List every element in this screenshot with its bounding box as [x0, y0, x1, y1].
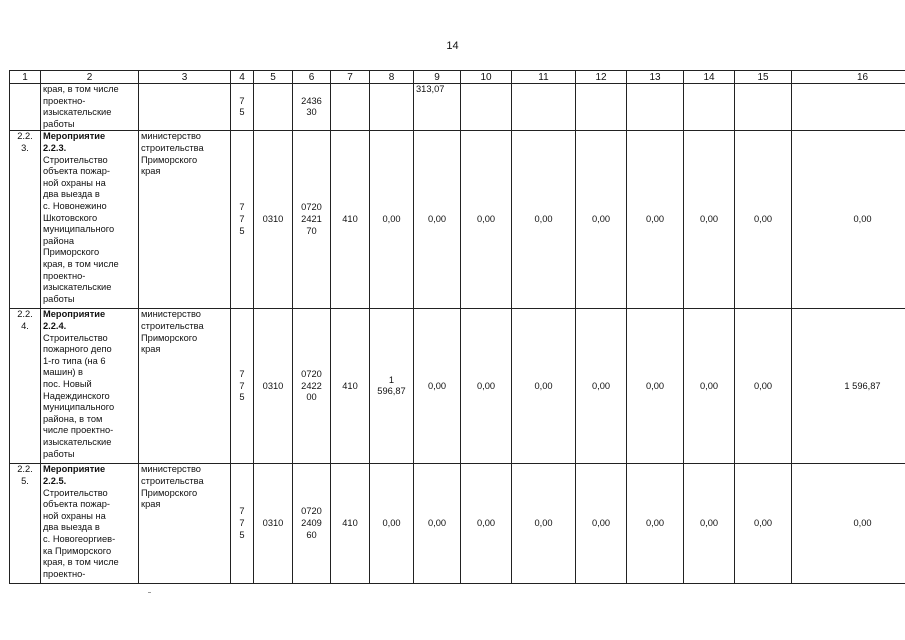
expense-type-cell: 410: [331, 464, 370, 584]
header-cell: 16: [792, 71, 905, 84]
cell-line: 60: [306, 529, 317, 540]
cell-line: два выезда в: [43, 522, 100, 533]
table-row: [10, 131, 905, 309]
cell-line: работы: [43, 118, 75, 129]
cell-line: Приморского: [141, 332, 198, 343]
cell-line: Мероприятие: [43, 464, 106, 475]
cell-line: работы: [43, 293, 75, 304]
cell-line: 7: [239, 214, 245, 225]
grbs-code-cell: [231, 309, 254, 464]
cell-line: 2.2.3.: [43, 142, 67, 153]
cell-line: 596,87: [377, 386, 406, 397]
item-number-cell: [10, 84, 41, 131]
section-code-cell: 0310: [254, 309, 293, 464]
amount-cell-8: [370, 464, 414, 584]
amount-cell-12: 0,00: [576, 309, 627, 464]
cell-line: Приморского: [141, 154, 198, 165]
amount-cell-13: 0,00: [627, 131, 684, 309]
cell-line: 30: [306, 107, 317, 118]
amount-cell-10: 0,00: [461, 131, 512, 309]
measure-description-cell: [41, 84, 139, 131]
cell-line: строительства: [141, 142, 204, 153]
scan-mark: [148, 592, 151, 593]
target-article-cell: [293, 464, 331, 584]
amount-cell-12: [576, 84, 627, 131]
cell-line: 7: [239, 95, 245, 106]
cell-line: изыскательские: [43, 107, 112, 118]
header-cell: 12: [576, 71, 627, 84]
section-code-cell: [254, 84, 293, 131]
amount-cell-11: 0,00: [512, 309, 576, 464]
target-article-cell: [293, 131, 331, 309]
cell-line: 5.: [21, 475, 29, 486]
cell-line: 1: [388, 374, 395, 385]
amount-cell-15: [735, 84, 792, 131]
header-cell: 15: [735, 71, 792, 84]
amount-cell-8: [370, 84, 414, 131]
amount-cell-9: 0,00: [414, 131, 461, 309]
measure-description-cell: [41, 464, 139, 584]
cell-line: района: [43, 235, 75, 246]
executor-cell: [139, 84, 231, 131]
cell-line: Строительство: [43, 487, 108, 498]
cell-line: муниципального: [43, 224, 115, 235]
cell-line: Строительство: [43, 332, 108, 343]
cell-line: края, в том числе: [43, 84, 119, 94]
amount-cell-12: 0,00: [576, 131, 627, 309]
cell-line: 0720: [301, 202, 322, 213]
cell-line: 5: [239, 107, 245, 118]
header-cell: 5: [254, 71, 293, 84]
amount-cell-14: 0,00: [684, 309, 735, 464]
cell-line: района, в том: [43, 413, 103, 424]
amount-cell-9: 313,07: [414, 84, 461, 131]
amount-cell-12: 0,00: [576, 464, 627, 584]
expense-type-cell: 410: [331, 131, 370, 309]
budget-table: [9, 70, 905, 584]
amount-cell-15: 0,00: [735, 309, 792, 464]
cell-line: проектно-: [43, 270, 86, 281]
cell-line: министерство: [141, 309, 201, 320]
cell-line: 7: [239, 380, 245, 391]
cell-line: Приморского: [43, 247, 100, 258]
expense-type-cell: [331, 84, 370, 131]
cell-line: края: [141, 499, 161, 510]
cell-line: 2.2.5.: [43, 475, 67, 486]
expense-type-cell: 410: [331, 309, 370, 464]
cell-line: Приморского: [141, 487, 198, 498]
header-cell: 10: [461, 71, 512, 84]
cell-line: 0,00: [382, 214, 401, 225]
amount-cell-10: 0,00: [461, 464, 512, 584]
cell-line: края, в том числе: [43, 258, 119, 269]
grbs-code-cell: [231, 84, 254, 131]
cell-line: 2421: [301, 214, 322, 225]
amount-cell-11: [512, 84, 576, 131]
cell-line: края, в том числе: [43, 557, 119, 568]
total-amount-cell: 0,00: [792, 131, 905, 309]
table-row: [10, 84, 905, 131]
cell-line: ка Приморского: [43, 545, 112, 556]
cell-line: объекта пожар-: [43, 166, 111, 177]
executor-cell: [139, 131, 231, 309]
cell-line: 7: [239, 518, 245, 529]
page-number: 14: [446, 40, 459, 52]
cell-line: 7: [239, 202, 245, 213]
cell-line: Надеждинского: [43, 390, 110, 401]
amount-cell-13: [627, 84, 684, 131]
cell-line: работы: [43, 448, 75, 459]
total-amount-cell: 1 596,87: [792, 309, 905, 464]
cell-line: числе проектно-: [43, 425, 114, 436]
item-number-cell: [10, 309, 41, 464]
amount-cell-14: 0,00: [684, 464, 735, 584]
header-cell: 4: [231, 71, 254, 84]
cell-line: 0720: [301, 368, 322, 379]
table-row: [10, 309, 905, 464]
target-article-cell: [293, 309, 331, 464]
executor-cell: [139, 464, 231, 584]
amount-cell-13: 0,00: [627, 464, 684, 584]
cell-line: 1-го типа (на 6: [43, 355, 106, 366]
section-code-cell: 0310: [254, 464, 293, 584]
amount-cell-14: 0,00: [684, 131, 735, 309]
executor-cell: [139, 309, 231, 464]
amount-cell-15: 0,00: [735, 131, 792, 309]
cell-line: с. Новогеоргиев-: [43, 533, 116, 544]
cell-line: машин) в: [43, 367, 83, 378]
amount-cell-8: [370, 309, 414, 464]
amount-cell-10: [461, 84, 512, 131]
cell-line: края: [141, 166, 161, 177]
cell-line: 2422: [301, 380, 322, 391]
cell-line: Строительство: [43, 154, 108, 165]
cell-line: 4.: [21, 320, 29, 331]
header-cell: 7: [331, 71, 370, 84]
amount-cell-10: 0,00: [461, 309, 512, 464]
cell-line: два выезда в: [43, 189, 100, 200]
cell-line: объекта пожар-: [43, 499, 111, 510]
cell-line: 2.2.: [17, 464, 33, 475]
header-cell: 6: [293, 71, 331, 84]
amount-cell-15: 0,00: [735, 464, 792, 584]
cell-line: 2409: [301, 518, 322, 529]
cell-line: министерство: [141, 131, 201, 142]
amount-cell-14: [684, 84, 735, 131]
cell-line: 2.2.: [17, 131, 33, 142]
cell-line: строительства: [141, 475, 204, 486]
header-row: [10, 71, 905, 84]
cell-line: 5: [239, 225, 245, 236]
amount-cell-8: [370, 131, 414, 309]
grbs-code-cell: [231, 131, 254, 309]
cell-line: 0720: [301, 506, 322, 517]
amount-cell-11: 0,00: [512, 464, 576, 584]
cell-line: изыскательские: [43, 282, 112, 293]
section-code-cell: 0310: [254, 131, 293, 309]
header-cell: 13: [627, 71, 684, 84]
amount-cell-9: 0,00: [414, 464, 461, 584]
cell-line: муниципального: [43, 402, 115, 413]
header-cell: 2: [41, 71, 139, 84]
header-cell: 1: [10, 71, 41, 84]
cell-line: 7: [239, 368, 245, 379]
measure-description-cell: [41, 309, 139, 464]
cell-line: министерство: [141, 464, 201, 475]
total-amount-cell: 0,00: [792, 464, 905, 584]
cell-line: края: [141, 344, 161, 355]
cell-line: пос. Новый: [43, 378, 92, 389]
cell-line: Мероприятие: [43, 309, 106, 320]
item-number-cell: [10, 464, 41, 584]
table-row: [10, 464, 905, 584]
total-amount-cell: [792, 84, 905, 131]
cell-line: 00: [306, 392, 317, 403]
header-cell: 8: [370, 71, 414, 84]
cell-line: проектно-: [43, 568, 86, 579]
header-cell: 9: [414, 71, 461, 84]
grbs-code-cell: [231, 464, 254, 584]
cell-line: 3.: [21, 142, 29, 153]
item-number-cell: [10, 131, 41, 309]
cell-line: 7: [239, 506, 245, 517]
cell-line: Шкотовского: [43, 212, 98, 223]
cell-line: 70: [306, 225, 317, 236]
header-cell: 14: [684, 71, 735, 84]
cell-line: изыскательские: [43, 436, 112, 447]
cell-line: 5: [239, 392, 245, 403]
cell-line: ной охраны на: [43, 510, 106, 521]
cell-line: строительства: [141, 320, 204, 331]
cell-line: с. Новонежино: [43, 200, 107, 211]
cell-line: 2.2.4.: [43, 320, 67, 331]
amount-cell-13: 0,00: [627, 309, 684, 464]
cell-line: 5: [239, 529, 245, 540]
cell-line: 2436: [301, 95, 322, 106]
header-cell: 11: [512, 71, 576, 84]
cell-line: Мероприятие: [43, 131, 106, 142]
cell-line: 0,00: [382, 518, 401, 529]
amount-cell-9: 0,00: [414, 309, 461, 464]
cell-line: 2.2.: [17, 309, 33, 320]
cell-line: ной охраны на: [43, 177, 106, 188]
cell-line: пожарного депо: [43, 344, 112, 355]
header-cell: 3: [139, 71, 231, 84]
measure-description-cell: [41, 131, 139, 309]
amount-cell-11: 0,00: [512, 131, 576, 309]
target-article-cell: [293, 84, 331, 131]
cell-line: проектно-: [43, 95, 86, 106]
